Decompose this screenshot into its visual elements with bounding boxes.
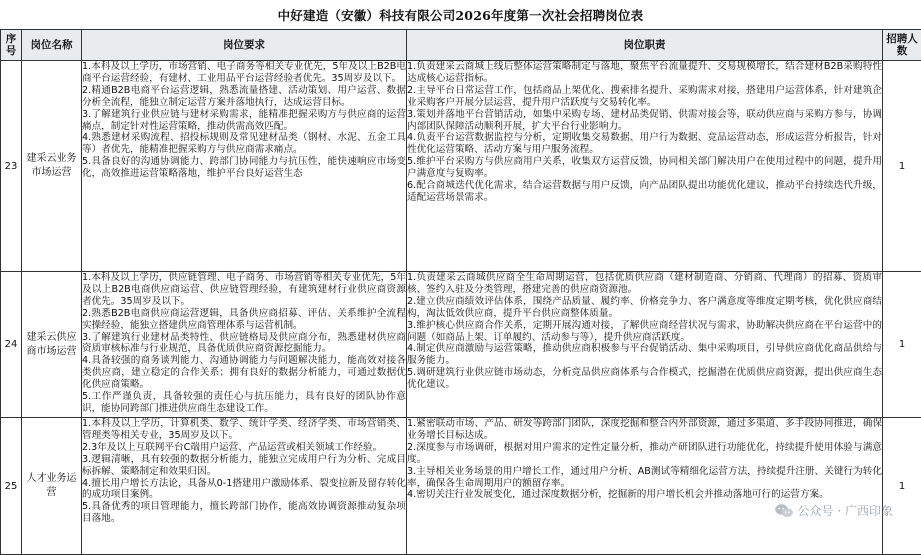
duty-item: 4.负责平台运营数据监控与分析，定期收集交易数据、用户行为数据、竞品运营动态，形成运营分析报告，针对性优化运营策略、活动方案与用户服务流程。: [407, 132, 882, 156]
requirement-item: 4.具备较强的商务谈判能力、沟通协调能力与问题解决能力，能高效对接各类供应商，建立稳定的合作关系；拥有良好的数据分析能力，可通过数据优化供应商策略。: [82, 355, 406, 391]
row-position-name: 人才业务运营: [22, 418, 82, 555]
duty-item: 2.主导平台日常运营工作，包括商品上架优化、搜索排名提升、采购需求对接，搭建用户运营体系，针对建筑企业采购客户开展分层运营，提升用户活跃度与交易转化率。: [407, 85, 882, 109]
duty-item: 3.维护核心供应商合作关系，定期开展沟通对接，了解供应商经营状况与需求，协助解决供应商在平台运营中的问题（如商品上架、订单履约、活动参与等），提升供应商活跃度。: [407, 320, 882, 344]
header-position-name: 岗位名称: [22, 30, 82, 61]
row-no: 23: [1, 61, 22, 272]
duty-item: 4.制定供应商激励与运营策略，推动供应商积极参与平台促销活动、集中采购项目，引导供应商优化商品供给与服务能力。: [407, 343, 882, 367]
requirement-item: 2.3年及以上互联网平台C端用户运营、产品运营或相关领域工作经验。: [82, 442, 406, 454]
requirement-item: 3.逻辑清晰，具有较强的数据分析能力，能独立完成用户行为分析、完成目标拆解、策略制定和效果归因。: [82, 454, 406, 478]
requirement-item: 5.具备良好的沟通协调能力、跨部门协同能力与抗压性，能快速响应市场变化，高效推进运营策略落地，维护平台良好运营生态: [82, 156, 406, 180]
requirement-item: 4.擅长用户增长方法论，具备从0-1搭建用户激励体系、裂变拉新及留存转化的成功项目案例。: [82, 478, 406, 502]
header-requirements: 岗位要求: [82, 30, 407, 61]
duty-item: 2.建立供应商绩效评估体系，围绕产品质量、履约率、价格竞争力、客户满意度等维度定期考核，优化供应商结构，淘汰低效供应商，提升平台供应商整体质量。: [407, 296, 882, 320]
table-row: [1, 61, 921, 272]
requirement-item: 1.本科及以上学历，市场营销、电子商务等相关专业优先，5年及以上B2B电商平台运营经验，有建材、工业用品平台运营经验者优先。35周岁及以下。: [82, 61, 406, 85]
row-requirements: [82, 418, 407, 555]
duty-item: 2.深度参与市场调研，根据对用户需求的定性定量分析，推动产研团队进行功能优化，持续提升使用体验与满意度。: [407, 442, 882, 466]
watermark-text: 公众号 · 广西印象: [798, 502, 893, 519]
header-count: 招聘人数: [883, 30, 921, 61]
duty-item: 1.负责建采云商城上线后整体运营策略制定与落地，聚焦平台流量提升、交易规模增长，结合建材B2B采购特性达成核心运营指标。: [407, 61, 882, 85]
row-duties: [407, 418, 883, 555]
row-requirements: [82, 61, 407, 272]
recruitment-table: [0, 29, 921, 555]
table-row: [1, 272, 921, 418]
row-no: 25: [1, 418, 22, 555]
duty-item: 3.主导相关业务场景的用户增长工作，通过用户分析、AB测试等精细化运营方法，持续提升注册、关键行为转化率，确保各生命周期用户的额留存率。: [407, 466, 882, 490]
row-requirements: [82, 272, 407, 418]
row-position-name: 建采云业务市场运营: [22, 61, 82, 272]
row-no: 24: [1, 272, 22, 418]
requirement-item: 3.了解建筑行业供应链与建材采购需求，能精准把握采购方与供应商的运营痛点，制定针对性运营策略，推动供需高效匹配。: [82, 109, 406, 133]
header-duties: 岗位职责: [407, 30, 883, 61]
wechat-icon: [774, 503, 794, 519]
page-title: 中好建造（安徽）科技有限公司2026年度第一次社会招聘岗位表: [0, 6, 921, 26]
requirement-item: 2.精通B2B电商平台运营逻辑，熟悉流量搭建、活动策划、用户运营、数据分析全流程，能独立制定运营方案并落地执行，达成运营目标。: [82, 85, 406, 109]
requirement-item: 5.工作严谨负责，具备较强的责任心与抗压能力，具有良好的团队协作意识，能协同跨部门推进供应商生态建设工作。: [82, 391, 406, 415]
header-no: 序号: [1, 30, 22, 61]
duty-item: 5.调研建筑行业供应链市场动态，分析竞品供应商体系与合作模式，挖掘潜在优质供应商资源，提出供应商生态优化建议。: [407, 367, 882, 391]
table-header-row: [1, 30, 921, 61]
watermark: [774, 502, 893, 519]
duty-item: 5.维护平台采购方与供应商用户关系，收集双方运营反馈，协同相关部门解决用户在使用过程中的问题，提升用户满意度与复购率。: [407, 156, 882, 180]
row-count: 1: [883, 272, 921, 418]
requirement-item: 2.熟悉B2B电商供应商运营逻辑，具备供应商招募、评估、关系维护全流程实操经验，能独立搭建供应商管理体系与运营机制。: [82, 308, 406, 332]
requirement-item: 3.了解建筑行业建材品类特性、供应链格局及供应商分布，熟悉建材供应商资质审核标准与行业规范，具备优质供应商资源挖掘能力。: [82, 332, 406, 356]
requirement-item: 4.熟悉建材采购流程、招投标规则及常见建材品类（钢材、水泥、五金工具等）者优先，能精准把握采购方与供应商需求痛点。: [82, 132, 406, 156]
row-position-name: 建采云供应商市场运营: [22, 272, 82, 418]
duty-item: 1.紧密联动市场、产品、研发等跨部门团队，深度挖掘和整合内外部资源，通过多渠道、多手段协同推进，确保业务增长目标达成。: [407, 418, 882, 442]
duty-item: 1.负责建采云商城供应商全生命周期运营，包括优质供应商（建材制造商、分销商、代理商）的招募、资质审核、签约入驻及分类管理，搭建完善的供应商资源池。: [407, 272, 882, 296]
duty-item: 3.策划并落地平台营销活动，如集中采购专场、建材品类促销、供需对接会等，联动供应商与采购方参与，协调内部团队保障活动顺利开展，扩大平台行业影响力。: [407, 109, 882, 133]
requirement-item: 5.具备优秀的项目管理能力，擅长跨部门协作，能高效协调资源推动复杂项目落地。: [82, 501, 406, 525]
row-duties: [407, 61, 883, 272]
row-count: 1: [883, 418, 921, 555]
requirement-item: 1.本科及以上学历，供应链管理、电子商务、市场营销等相关专业优先，5年及以上B2B电商供应商运营、供应链管理经验，有建筑建材行业供应商资源者优先。35周岁及以下。: [82, 272, 406, 308]
row-count: 1: [883, 61, 921, 272]
requirement-item: 1.本科及以上学历，计算机类、数学、统计学类、经济学类、市场营销类、管理类等相关专业，35周岁及以下。: [82, 418, 406, 442]
duty-item: 6.配合商城迭代优化需求，结合运营数据与用户反馈，向产品团队提出功能优化建议，推动平台持续迭代升级，适配运营场景需求。: [407, 180, 882, 204]
row-duties: [407, 272, 883, 418]
table-row: [1, 418, 921, 555]
duty-item: 4.密切关注行业发展变化，通过深度数据分析，挖掘新的用户增长机会并推动落地可行的运营方案。: [407, 489, 882, 501]
